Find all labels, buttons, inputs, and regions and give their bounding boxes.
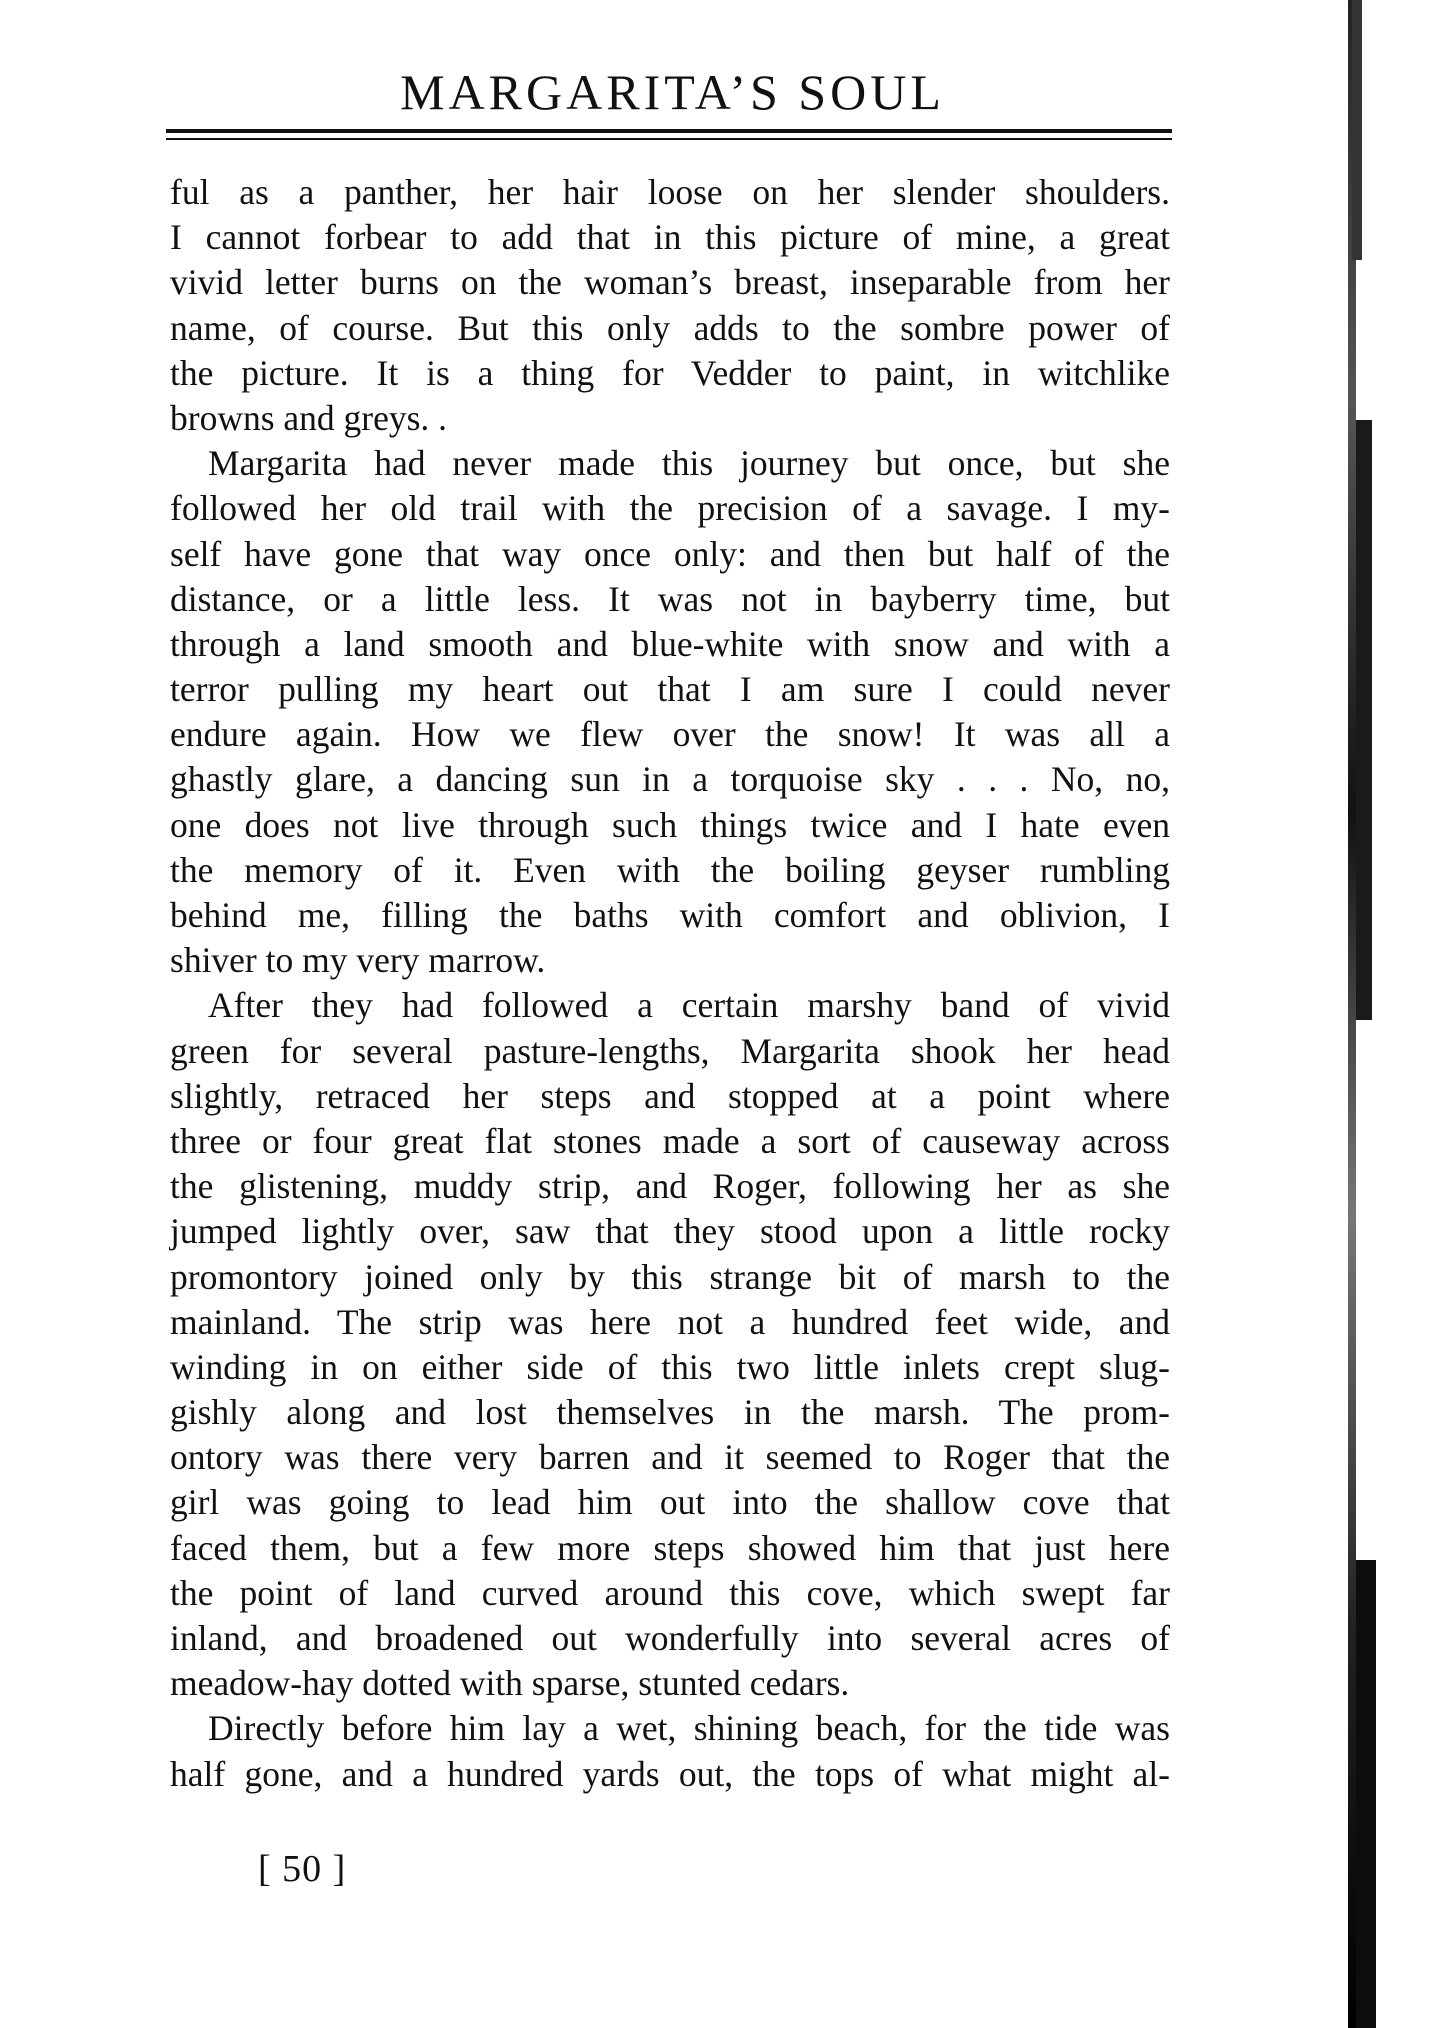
- text-line: slightly, retraced her steps and stopped at a point where: [170, 1075, 1170, 1116]
- text-line: After they had followed a certain marshy band of vivid: [208, 985, 1170, 1026]
- text-line: vivid letter burns on the woman’s breast, inseparable from her: [170, 262, 1170, 303]
- text-line: inland, and broadened out wonderfully into several acres of: [170, 1618, 1170, 1658]
- text-line: winding in on either side of this two little inlets crept slug-: [170, 1346, 1170, 1387]
- text-line: gishly along and lost themselves in the marsh. The prom-: [170, 1392, 1170, 1433]
- text-line: faced them, but a few more steps showed him that just here: [170, 1527, 1170, 1568]
- text-line: green for several pasture-lengths, Margarita shook her head: [170, 1030, 1170, 1071]
- page-number: [ 50 ]: [258, 1848, 347, 1890]
- text-line: Margarita had never made this journey but once, but she: [208, 443, 1170, 484]
- text-line: ful as a panther, her hair loose on her slender shoulders.: [170, 172, 1170, 212]
- header-rule-thin: [166, 138, 1172, 140]
- text-line: ontory was there very barren and it seemed to Roger that the: [170, 1437, 1170, 1478]
- binding-shadow-top: [1352, 0, 1362, 260]
- text-line: girl was going to lead him out into the shallow cove that: [170, 1482, 1170, 1523]
- text-line: name, of course. But this only adds to the sombre power of: [170, 307, 1170, 348]
- text-line: mainland. The strip was here not a hundred feet wide, and: [170, 1301, 1170, 1342]
- text-line: one does not live through such things twice and I hate even: [170, 804, 1170, 845]
- text-line: meadow-hay dotted with sparse, stunted cedars.: [170, 1663, 850, 1704]
- binding-shadow-bottom: [1356, 1560, 1376, 2028]
- text-line: followed her old trail with the precision of a savage. I my-: [170, 488, 1170, 529]
- text-line: I cannot forbear to add that in this picture of mine, a great: [170, 217, 1170, 258]
- running-title: MARGARITA’S SOUL: [400, 64, 945, 120]
- text-line: half gone, and a hundred yards out, the tops of what might al-: [170, 1753, 1170, 1794]
- text-line: through a land smooth and blue-white with snow and with a: [170, 623, 1170, 664]
- text-line: self have gone that way once only: and then but half of the: [170, 533, 1170, 574]
- text-line: Directly before him lay a wet, shining beach, for the tide was: [208, 1708, 1170, 1749]
- text-line: promontory joined only by this strange bit of marsh to the: [170, 1256, 1170, 1297]
- text-line: three or four great flat stones made a sort of causeway across: [170, 1120, 1170, 1161]
- text-line: jumped lightly over, saw that they stood upon a little rocky: [170, 1211, 1170, 1252]
- text-line: endure again. How we flew over the snow! It was all a: [170, 714, 1170, 755]
- binding-shadow-middle: [1356, 420, 1372, 1020]
- text-line: the picture. It is a thing for Vedder to paint, in witchlike: [170, 352, 1170, 393]
- text-line: terror pulling my heart out that I am sure I could never: [170, 669, 1170, 710]
- text-line: browns and greys. .: [170, 397, 448, 438]
- text-line: the point of land curved around this cove, which swept far: [170, 1572, 1170, 1613]
- body-text: [170, 170, 1170, 1797]
- text-line: ghastly glare, a dancing sun in a torquoise sky . . . No, no,: [170, 759, 1170, 800]
- header-rule-thick: [166, 129, 1172, 133]
- binding-gutter: [1320, 0, 1430, 2028]
- text-line: the memory of it. Even with the boiling geyser rumbling: [170, 849, 1170, 890]
- text-line: behind me, filling the baths with comfort and oblivion, I: [170, 895, 1170, 935]
- binding-edge: [1348, 0, 1356, 2028]
- text-line: distance, or a little less. It was not in bayberry time, but: [170, 578, 1170, 619]
- text-line: the glistening, muddy strip, and Roger, following her as she: [170, 1166, 1170, 1207]
- text-line: shiver to my very marrow.: [170, 940, 546, 981]
